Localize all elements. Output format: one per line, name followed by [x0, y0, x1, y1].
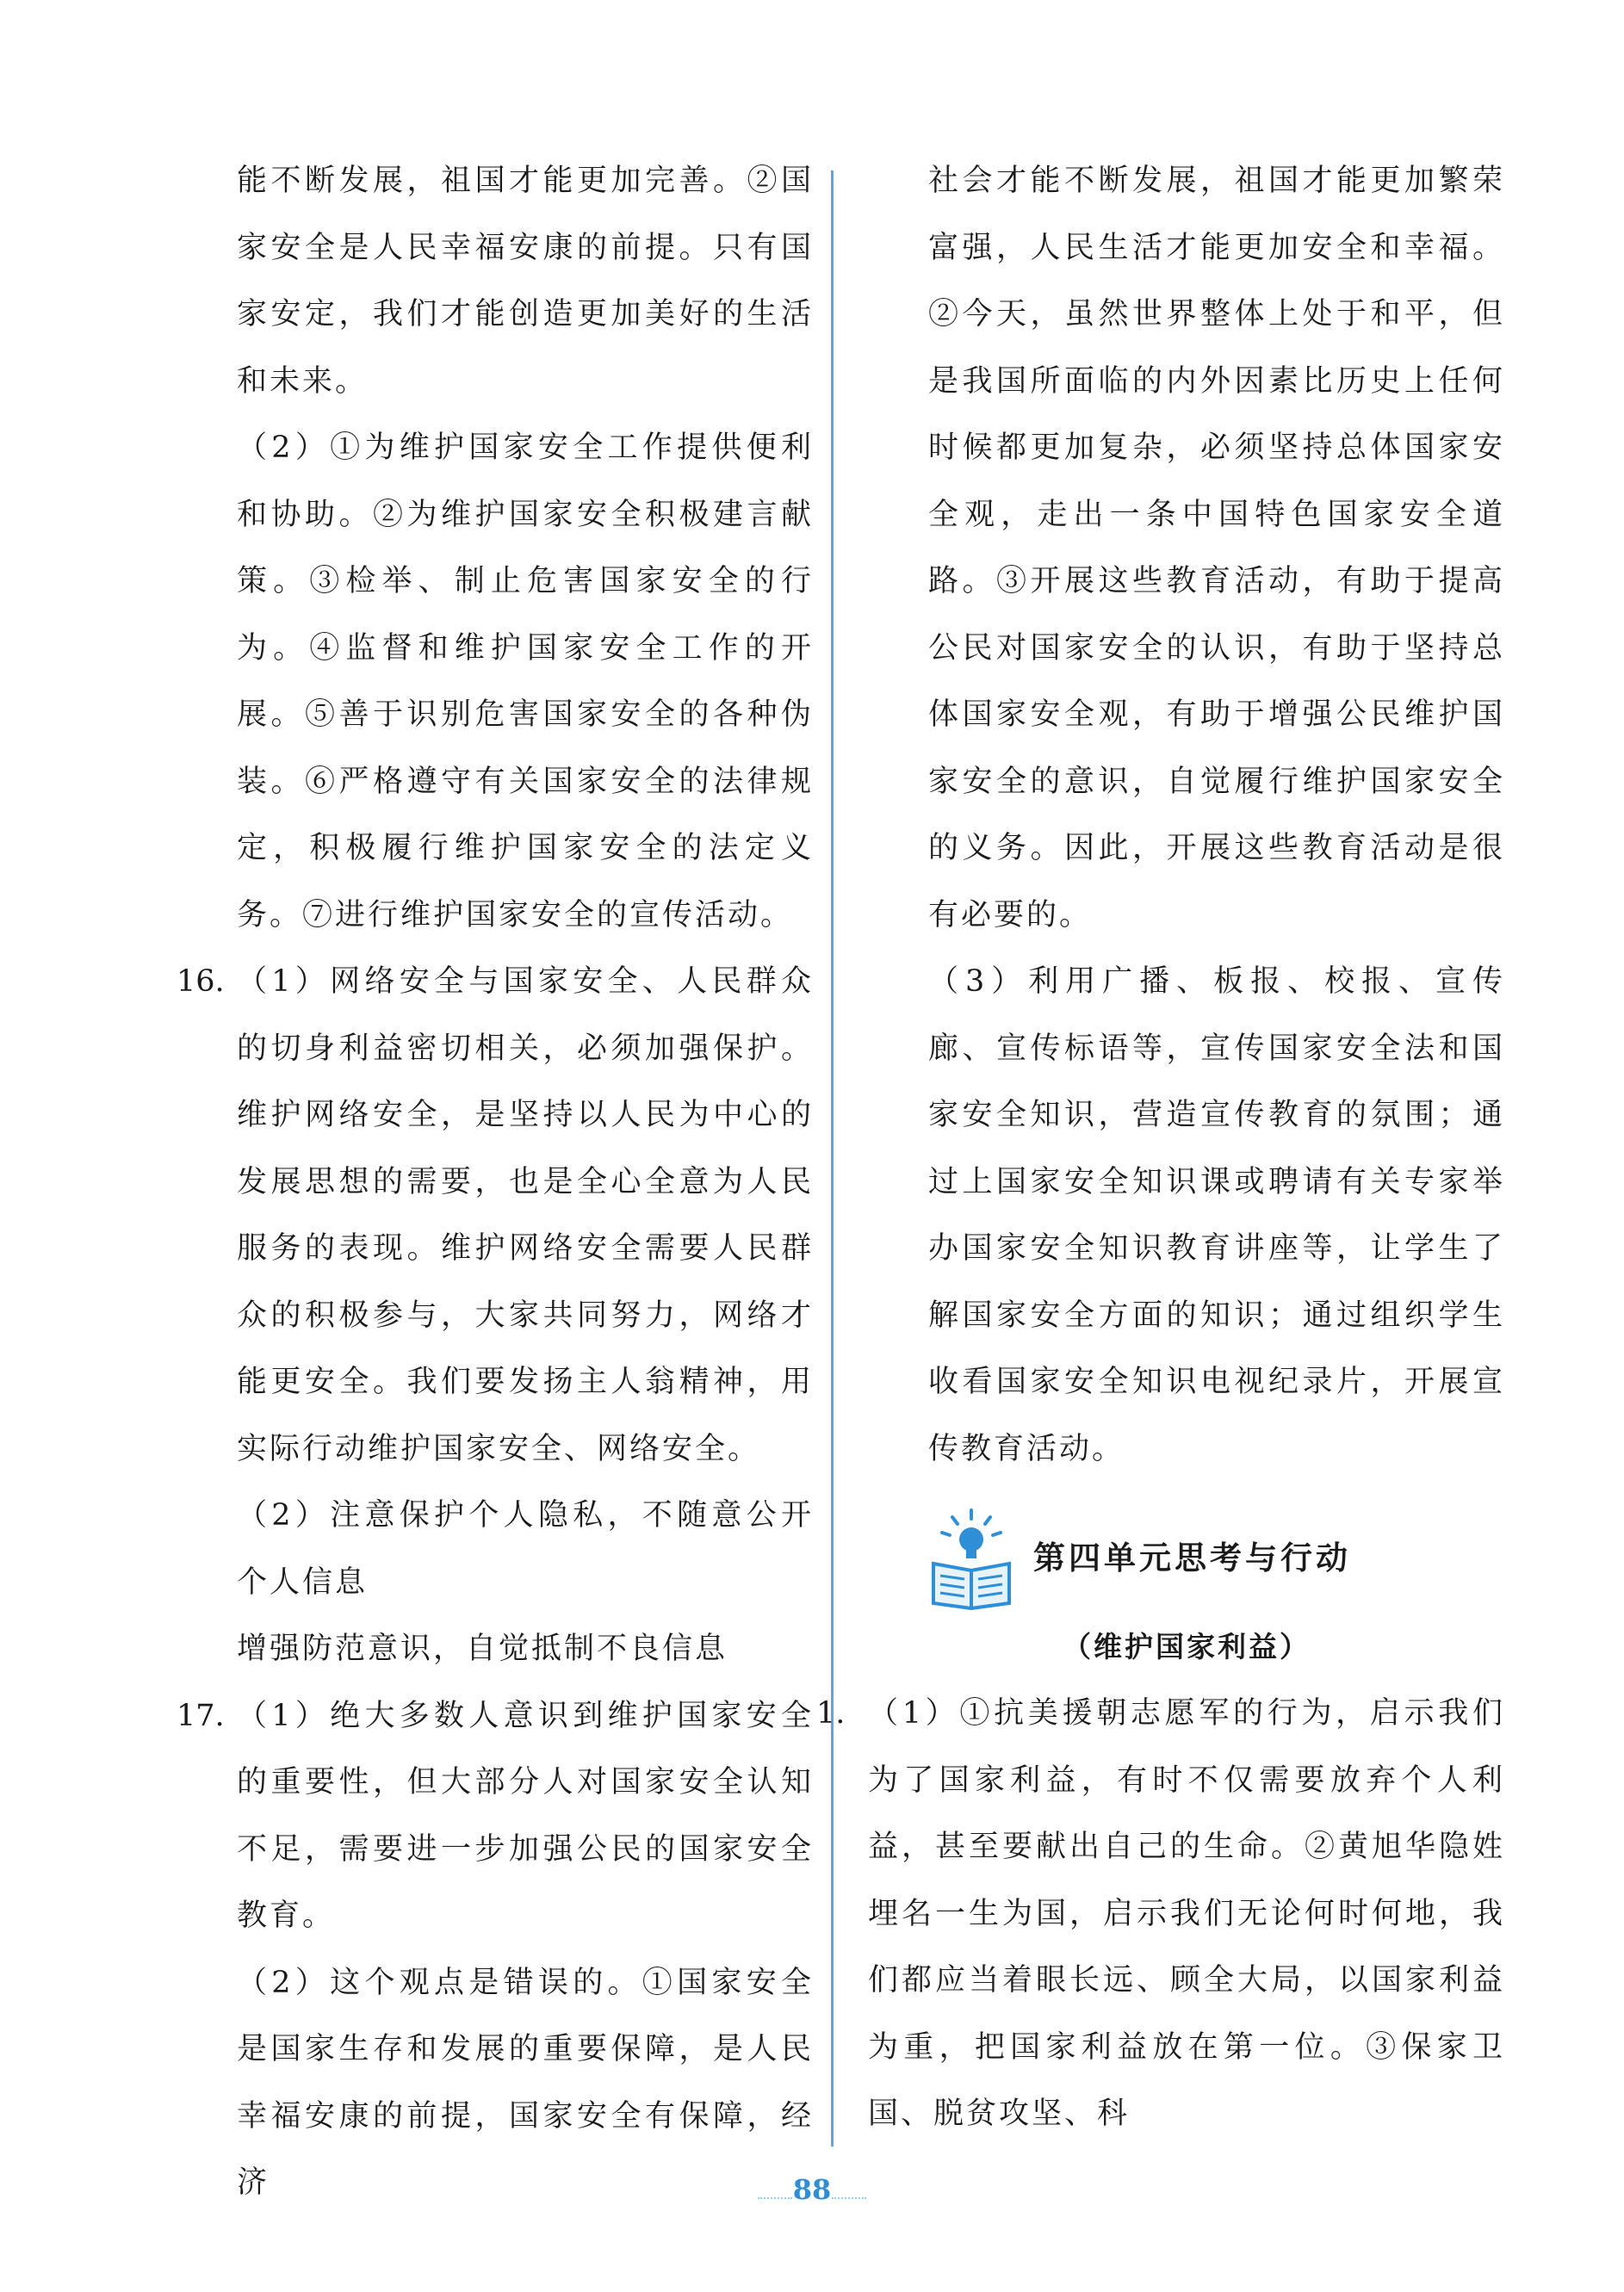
unit-subtitle: （维护国家利益）: [1063, 1630, 1311, 1663]
answer-paragraph: （1）①抗美援朝志愿军的行为，启示我们为了国家利益，有时不仅需要放弃个人利益，甚至要献出自己的生命。②黄旭华隐姓埋名一生为国，启示我们无论何时何地，我们都应当着眼长远、顾全大局，以国家利益为重，把国家利益放在第一位。③保家卫国、脱贫攻坚、科: [868, 1696, 1505, 2131]
page-number: 88: [792, 2173, 832, 2206]
answer-paragraph: （2）①为维护国家安全工作提供便利和协助。②为维护国家安全积极建言献策。③检举、制止危害国家安全的行为。④监督和维护国家安全工作的开展。⑤善于识别危害国家安全的各种伪装。⑥严格遵守有关国家安全的法律规定，积极履行维护国家安全的法定义务。⑦进行维护国家安全的宣传活动。: [237, 431, 814, 932]
question-16: [177, 949, 814, 1683]
answer-paragraph: 增强防范意识，自觉抵制不良信息: [237, 1632, 728, 1666]
question-number: 1.: [816, 1696, 846, 1731]
question-17: [177, 1683, 814, 2217]
book-lightbulb-icon: [928, 1507, 1014, 1610]
page-number-ornament: [832, 2197, 866, 2199]
answer-paragraph: （1）网络安全与国家安全、人民群众的切身利益密切相关，必须加强保护。维护网络安全，是坚持以人民为中心的发展思想的需要，也是全心全意为人民服务的表现。维护网络安全需要人民群众的积极参与，大家共同努力，网络才能更安全。我们要发扬主人翁精神，用实际行动维护国家安全、网络安全。: [237, 964, 814, 1466]
answer-paragraph: （1）绝大多数人意识到维护国家安全的重要性，但大部分人对国家安全认知不足，需要进一步加强公民的国家安全教育。: [237, 1698, 814, 1933]
unit-heading: [868, 1498, 1505, 1619]
left-column: [177, 148, 814, 2217]
unit-title: 第四单元思考与行动: [1033, 1539, 1351, 1577]
answer-paragraph: 社会才能不断发展，祖国才能更加繁荣富强，人民生活才能更加安全和幸福。②今天，虽然世界整体上处于和平，但是我国所面临的内外因素比历史上任何时候都更加复杂，必须坚持总体国家安全观，走出一条中国特色国家安全道路。③开展这些教育活动，有助于提高公民对国家安全的认识，有助于坚持总体国家安全观，有助于增强公民维护国家安全的意识，自觉履行维护国家安全的义务。因此，开展这些教育活动是很有必要的。: [928, 164, 1505, 932]
answer-paragraph: 能不断发展，祖国才能更加完善。②国家安全是人民幸福安康的前提。只有国家安定，我们才能创造更加美好的生活和未来。: [237, 164, 814, 399]
right-column: [816, 148, 1505, 2148]
question-number: 16.: [177, 964, 225, 999]
question-1: [816, 1681, 1505, 2148]
answer-paragraph: （2）这个观点是错误的。①国家安全是国家生存和发展的重要保障，是人民幸福安康的前提，国家安全有保障，经济: [237, 1965, 814, 2200]
question-number: 17.: [177, 1698, 225, 1733]
answer-paragraph: （3）利用广播、板报、校报、宣传廊、宣传标语等，宣传国家安全法和国家安全知识，营造宣传教育的氛围；通过上国家安全知识课或聘请有关专家举办国家安全知识教育讲座等，让学生了解国家安全方面的知识；通过组织学生收看国家安全知识电视纪录片，开展宣传教育活动。: [928, 964, 1505, 1466]
answer-paragraph: （2）注意保护个人隐私，不随意公开个人信息: [237, 1498, 814, 1600]
